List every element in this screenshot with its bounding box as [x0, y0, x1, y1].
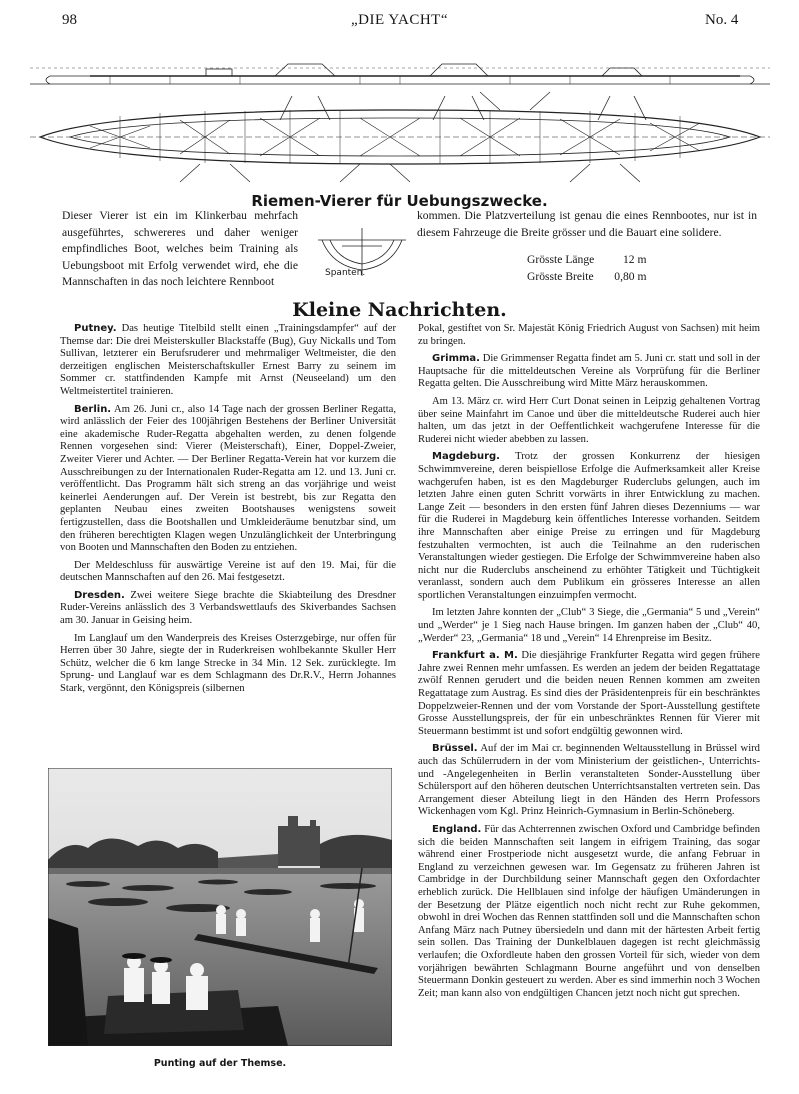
news-place: Berlin.	[74, 403, 112, 415]
dimension-label: Grösste Länge	[527, 253, 595, 266]
news-text: Am 26. Juni cr., also 14 Tage nach der grossen Berliner Regatta, wird anlässlich der Feier des 100jährigen Bestehens der Berliner Universität eine akademische Ruder-Regatta abgehalten werden, zu denen folgende Rennen vorgesehen sind: Vierer (Meisterschaft), Einer, Doppel-Zweier, Zweiter Vierer und Achter. — Der Berliner Regatta-Verein hat vor kurzem die Ausschreibungen zu der Internationalen Ruder-Regatta am 12. und 13. Juni cr. veröffentlicht. Das Programm hält sich streng an das vorjährige und weist keinerlei Aenderungen auf. Der Verein ist bestrebt, bis zur Regatta den geplanten Neubau eines zweiten Bootshauses wenigstens soweit fertigzustellen, dass die Bootshallen und Umkleideräume benutzbar sind, um den früheren berechtigten Klagen wegen Unzulänglichkeit der Unterbringung von Booten und Mannschaften den Boden zu entziehen.	[60, 403, 396, 554]
news-place: Frankfurt a. M.	[432, 650, 518, 662]
drawing-caption: Riemen-Vierer für Uebungszwecke.	[251, 192, 548, 210]
issue-number: No. 4	[705, 12, 739, 28]
news-place: Grimma.	[432, 353, 480, 365]
news-text: Im letzten Jahre konnten der „Club“ 3 Siege, die „Germania“ 5 und „Verein“ und „Werder“ je 1 Sieg nach Hause bringen. Im ganzen haben der „Club“ 40, „Werder“ 23, „Germania“ 18 und „Verein“ 14 Ehrenpreise im Besitz.	[418, 607, 760, 644]
news-place: England.	[432, 823, 482, 835]
intro-right: kommen. Die Platzverteilung ist genau die eines Rennbootes, nur ist in diesem Fahrzeuge die Breite grösser und die Bauart eine solidere.	[417, 209, 757, 239]
news-place: Magdeburg.	[432, 451, 500, 463]
intro-left-text: Dieser Vierer ist ein im Klinkerbau mehrfach ausgeführtes, schwereres und daher weniger empfindliches Boot, welches beim Training als Uebungsboot mit Erfolg verwendet wird, ehe die Mannschaften in das noch leichtere Rennboot	[62, 209, 298, 288]
frame-section-label: Spanten.	[325, 268, 366, 278]
news-item	[60, 404, 396, 555]
left-column	[60, 323, 396, 701]
news-text: Zwei weitere Siege brachte die Skiabteilung des Dresdner Ruder-Vereins anlässlich des 3 Verbandswettlaufs des Skiverbandes Sachsen am 30. Januar in Geising heim.	[60, 589, 396, 627]
right-column	[418, 323, 760, 1005]
news-item	[60, 590, 396, 628]
news-text: Im Langlauf um den Wanderpreis des Kreises Osterzgebirge, nur offen für Herren über 30 Jahre, siegte der in Ruderkreisen wohlbekannte Skuller Herr Schütz, welcher die 6 km lange Strecke in 34 Min. 12 Sek. zurücklegte. Im Sprung- und Langlauf war es dem Schlagmann des Dr.R.V., Herrn Johannes Stark, vergönnt, den Königspreis (silbernen	[60, 632, 396, 695]
news-text: Trotz der grossen Konkurrenz der hiesigen Schwimmvereine, deren beispiellose Erfolge die Aufmerksamkeit aller Kreise wachgerufen haben, ist es den Magdeburger Ruderclubs gelungen, auch im letzten Jahre einen guten Schritt vorwärts in ihrer Entwicklung zu machen. Lange Zeit — besonders in den ersten fünf Jahren dieses Dezenniums — war für die Ruderei in Magdeburg kein öffentliches Interesse vorhanden. Seitdem ihre Mannschaften aber einige Preise zu erringen und für Magdeburg festzuhalten vermochten, ist auch die Teilnahme an den ruderischen Veranstaltungen wieder gestiegen. Die Erfolge der Schwimmvereine haben also nicht nur die Ruderclubs anscheinend zu erhöhter Tätigkeit und Tüchtigkeit veranlasst, sondern auch dem Publikum ein grösseres Interesse an allen sportlichen Veranstaltungen einzuimpfen vermocht.	[418, 451, 760, 601]
news-item	[418, 353, 760, 391]
news-item	[418, 824, 760, 1000]
news-text: Auf der im Mai cr. beginnenden Weltausstellung in Brüssel wird auch das Schülerrudern in der vom Ministerium der geistlichen-, Unterrichts- und -Angelegenheiten in Berlin veranstalteten Sonder-Ausstellung über Schülersport auf den höheren deutschen Unterrichtsanstalten vertreten sein. Das Arrangement dieser Abteilung liegt in den Händen des Herrn Professors Wickenhagen vom Kgl. Prinz Heinrich-Gymnasium in Berlin-Schöneberg.	[418, 743, 760, 818]
dimension-label: Grösste Breite	[527, 270, 594, 283]
dimension-value: 12 m	[623, 253, 647, 266]
news-text: Die Grimmenser Regatta findet am 5. Juni cr. statt und soll in der Hauptsache für die mitteldeutschen Vereine als Vorprüfung für die Berliner Regatta gelten. Die Ausschreibung wird Mitte März herauskommen.	[418, 353, 760, 390]
section-title: Kleine Nachrichten.	[292, 299, 507, 321]
news-item	[418, 396, 760, 446]
news-text: Die diesjährige Frankfurter Regatta wird gegen frühere Jahre zwei Rennen mehr umfassen. Es werden an jedem der beiden Regattatage zwölf Rennen gerudert und die beiden neuen Rennen kommen am zweiten Regattatage zum Austrag. Es sind dies der Präsidentenpreis für ein beschränktes Doppelzweier-Rennen und der vom Vorstande der Sport-Ausstellung gestiftete Grosse Ausstellungspreis, der für ein unbeschränktes Rennen für Vierer mit Steuermann bestimmt ist und sofort endgültig gewonnen wird.	[418, 650, 760, 737]
news-item	[418, 650, 760, 738]
news-item	[60, 633, 396, 696]
news-text: Pokal, gestiftet von Sr. Majestät König Friedrich August von Sachsen) mit heim zu bringen.	[418, 323, 760, 347]
dimension-value: 0,80 m	[614, 270, 647, 283]
photo-caption: Punting auf der Themse.	[153, 1058, 287, 1069]
news-text: Für das Achterrennen zwischen Oxford und Cambridge befinden sich die beiden Mannschaften seit langem in eifrigem Training, das sogar während einer Frostperiode nicht ausgesetzt wurde, die anfang Februar in England zu verzeichnen gewesen war. Im Gegensatz zu früheren Jahren ist Cambridge in der Durchbildung seiner Mannschaft gegen den Oxfordachter erheblich zurück. Die Hellblauen sind infolge der häufigen Umänderungen in der Besetzung der Plätze eigentlich noch nicht recht zur Ruhe gekommen, obwohl in drei Wochen das Rennen stattfinden soll und die Mannschaften schon Anfang März nach Putney übersiedeln und dann mit der härtesten Arbeit fertig sein sollen. Das Training der Dunkelblauen dagegen ist recht gleichmässig verlaufen; die Oxfordleute haben den grossen Vorteil für sich, wieder von dem vorjährigen bewährten Schlagmann Bourne angeführt und von denselben Steuermann Donkin gesteuert zu werden. Aber es sind immerhin noch 3 Wochen Zeit; man kann also von endgültigen Chancen jetzt noch nicht gut sprechen.	[418, 823, 760, 999]
news-item	[418, 743, 760, 819]
page-number: 98	[62, 12, 77, 28]
news-place: Brüssel.	[432, 743, 478, 755]
news-text: Am 13. März cr. wird Herr Curt Donat seinen in Leipzig gehaltenen Vortrag über seine Mainfahrt im Canoe und über die mitteldeutsche Ruderei auch hier halten, um das jetzt in der Oeffentlichkeit wachgerufene Interesse für die Ruderei nicht wieder abebben zu lassen.	[418, 395, 760, 445]
news-item	[60, 560, 396, 585]
boat-dimensions	[525, 250, 653, 286]
news-place: Putney.	[74, 323, 117, 334]
news-item	[418, 323, 760, 348]
dimension-row	[527, 252, 651, 267]
dimension-row	[527, 269, 651, 284]
news-item	[60, 323, 396, 399]
news-text: Das heutige Titelbild stellt einen „Trainingsdampfer“ auf der Themse dar: Die drei Meisterskuller Blackstaffe (Bug), Guy Nickalls und Tom Sullivan, letzterer ein Berufsruderer und mehrmaliger Weltmeister, die den derzeitigen englischen Meisterschaftskuller Ernest Barry zu seinem im Sommer cr. stattfindenden Kampfe mit Arnst (Neuseeland) um den Weltmeistertitel trainieren.	[60, 323, 396, 397]
journal-title: „DIE YACHT“	[350, 12, 448, 28]
photo-punting	[48, 768, 392, 1046]
news-item	[418, 607, 760, 645]
boat-plan-drawing	[30, 40, 770, 192]
news-text: Der Meldeschluss für auswärtige Vereine ist auf den 19. Mai, für die deutschen Mannschaften auf den 26. Mai festgesetzt.	[60, 559, 396, 584]
news-place: Dresden.	[74, 589, 125, 601]
news-item	[418, 451, 760, 602]
